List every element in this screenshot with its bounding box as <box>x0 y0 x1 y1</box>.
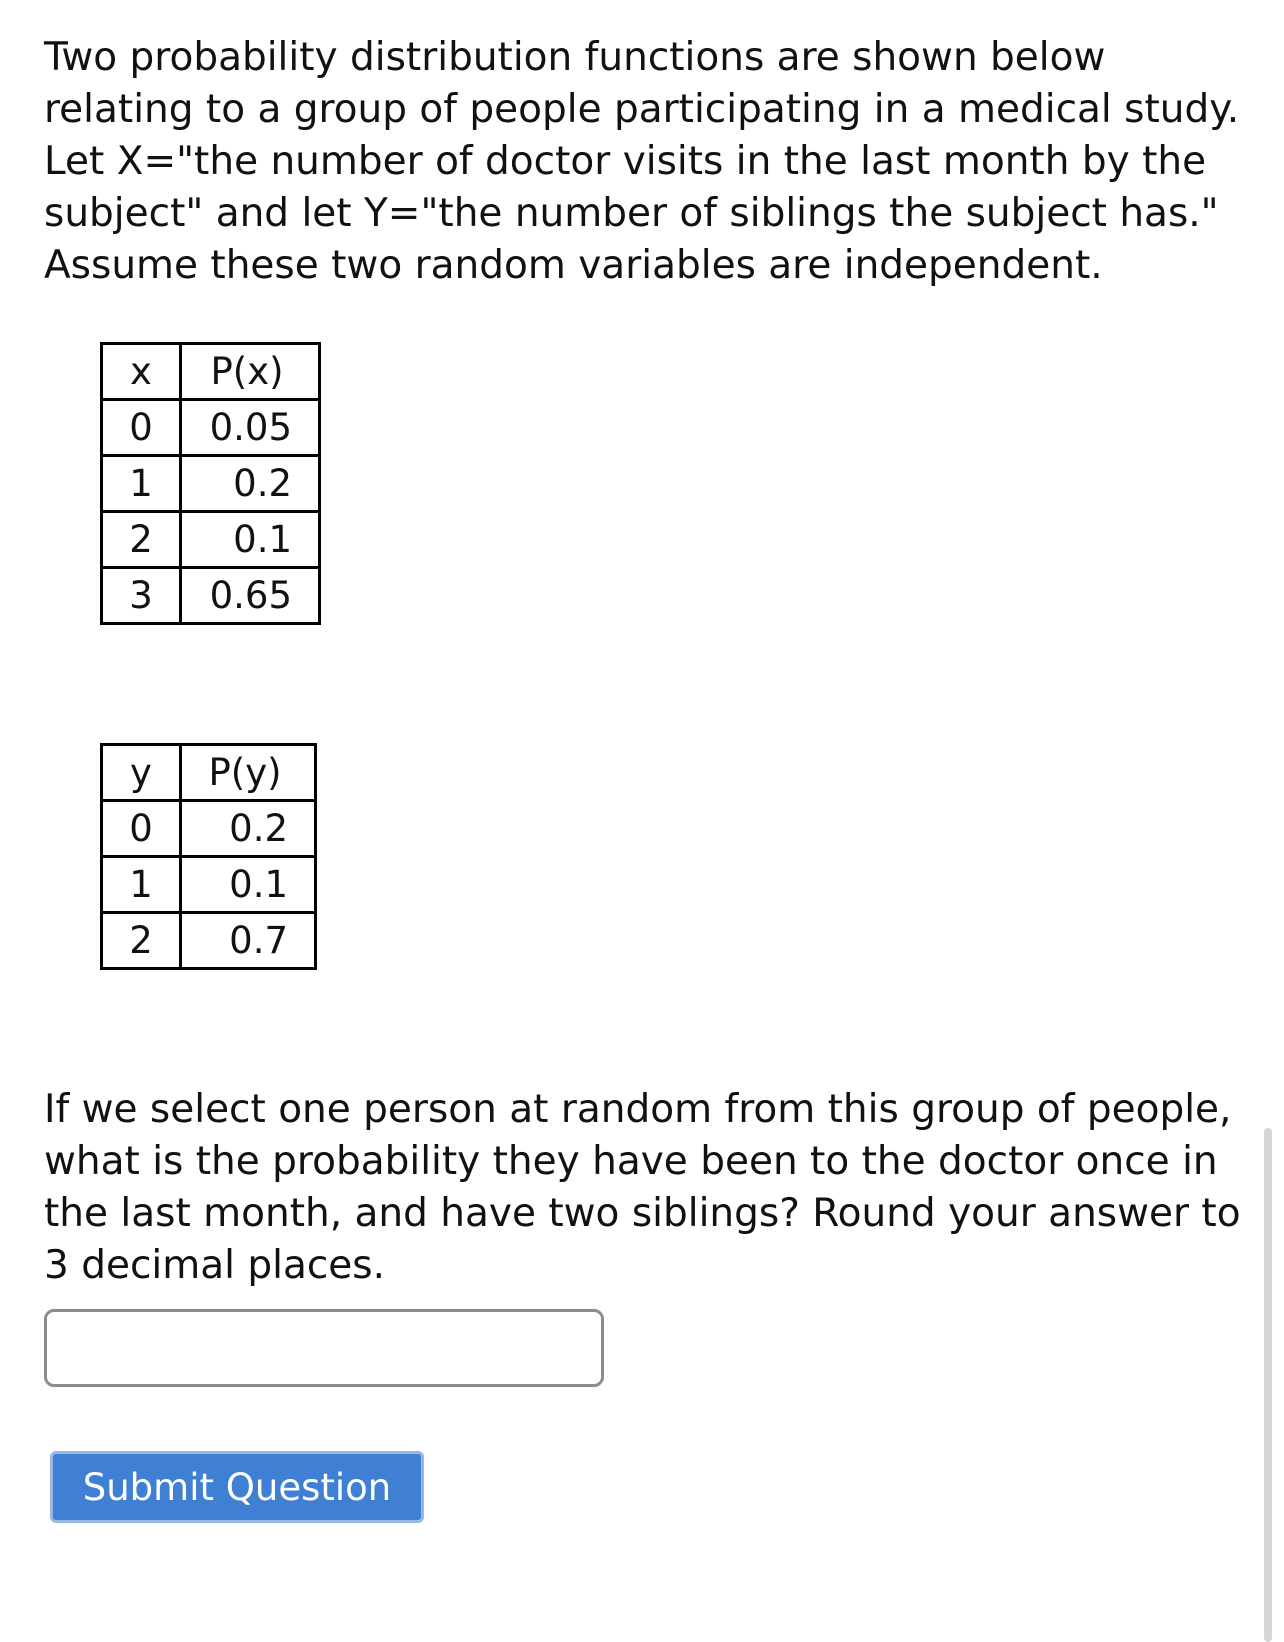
cell-y-value: 0 <box>102 801 181 857</box>
answer-input[interactable] <box>44 1309 604 1387</box>
header-py: P(y) <box>181 745 316 801</box>
header-x: x <box>102 344 181 400</box>
cell-x-value: 1 <box>102 456 181 512</box>
cell-py-value: 0.1 <box>181 857 316 913</box>
question-intro: Two probability distribution functions are shown below relating to a group of people participating in a medical study. Let X="the number of doctor visits in the last month by the subject" and let Y="the number of siblings the subject has." Assume these two random variables are independent. <box>44 35 1240 288</box>
cell-x-value: 3 <box>102 568 181 624</box>
table-row <box>102 456 320 512</box>
cell-x-value: 0 <box>102 400 181 456</box>
pdf-table-y <box>100 743 317 970</box>
cell-y-value: 2 <box>102 913 181 969</box>
header-y: y <box>102 745 181 801</box>
table-row <box>102 857 316 913</box>
cell-y-value: 1 <box>102 857 181 913</box>
table-row <box>102 913 316 969</box>
cell-px-value: 0.65 <box>181 568 320 624</box>
header-px: P(x) <box>181 344 320 400</box>
table-row <box>102 400 320 456</box>
cell-px-value: 0.1 <box>181 512 320 568</box>
pdf-table-x <box>100 342 321 625</box>
cell-px-value: 0.2 <box>181 456 320 512</box>
cell-x-value: 2 <box>102 512 181 568</box>
submit-question-button[interactable]: Submit Question <box>50 1451 424 1523</box>
table-row <box>102 568 320 624</box>
table-row <box>102 512 320 568</box>
cell-py-value: 0.2 <box>181 801 316 857</box>
table-row <box>102 801 316 857</box>
scrollbar[interactable] <box>1264 1128 1272 1642</box>
table-header-row <box>102 745 316 801</box>
table-header-row <box>102 344 320 400</box>
cell-py-value: 0.7 <box>181 913 316 969</box>
cell-px-value: 0.05 <box>181 400 320 456</box>
question-prompt: If we select one person at random from this group of people, what is the probability they have been to the doctor once in the last month, and have two siblings? Round your answer to 3 decimal places. <box>44 1087 1241 1288</box>
